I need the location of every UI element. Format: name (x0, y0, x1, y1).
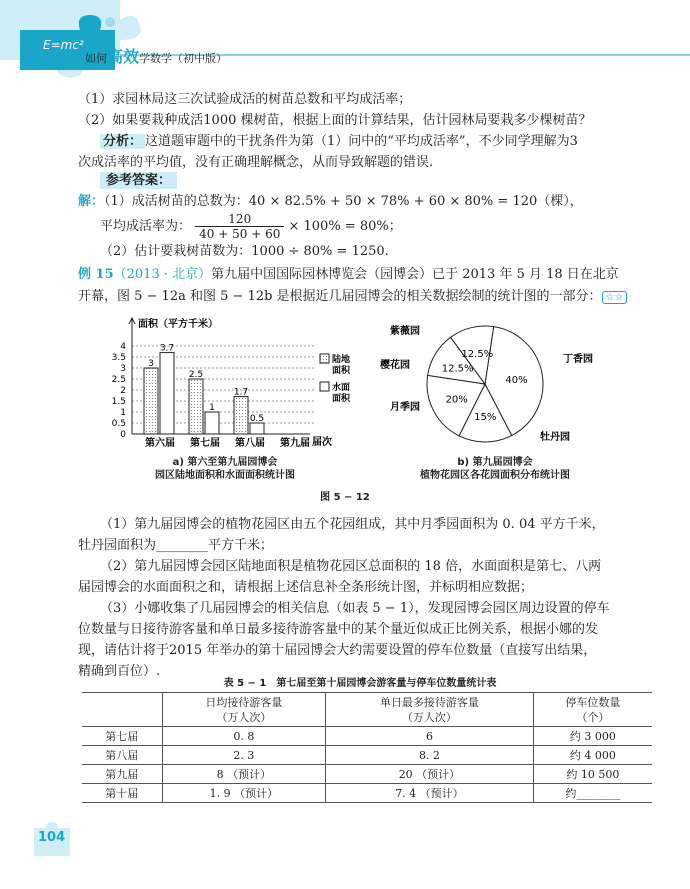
data-label: 0.5 (249, 414, 265, 424)
book-title: 如何高效学数学（初中版） (85, 47, 228, 66)
bar-land (144, 368, 158, 434)
bar-water (250, 423, 264, 434)
data-label: 1 (209, 403, 215, 413)
question-1a: （1）第九届园博会的植物花园区由五个花园组成，其中月季园面积为 0. 04 平方千米， (100, 517, 605, 532)
bar-chart (100, 316, 350, 456)
pie-label: 樱花园 (380, 360, 410, 371)
pie-percent: 15% (474, 411, 497, 423)
pie-percent: 12.5% (441, 363, 474, 375)
x-tick-label: 第六届 (145, 438, 175, 449)
x-tick-label: 第七届 (190, 438, 220, 449)
bar-water (160, 353, 174, 434)
y-tick-label: 0.5 (111, 419, 126, 429)
example-line-2: 开幕，图 5 − 12a 和图 5 − 12b 是根据近几届园博会的相关数据绘制的统计图的一部分： ☆☆ (78, 288, 627, 307)
question-2a: （2）第九届园博会园区陆地面积是植物花园区总面积的 18 倍，水面面积是第七、八两 (100, 559, 602, 574)
question-3b: 位数量与日接待游客量和单日最多接待游客量中的某个量近似成正比例关系，根据小娜的发 (78, 622, 599, 637)
header-logo: E=mc² (43, 38, 84, 52)
analysis-line-2: 次成活率的平均值，没有正确理解概念，从而导致解题的错误. (78, 155, 434, 170)
legend-swatch (320, 382, 329, 391)
y-tick-label: 1 (120, 408, 126, 418)
solution-line-3: （2）估计要栽树苗数为：1000 ÷ 80% = 1250. (100, 244, 389, 259)
legend-label: 面积 (332, 394, 351, 404)
data-label: 1.7 (233, 387, 249, 398)
pie-chart (380, 322, 593, 452)
figure-label: 图 5 − 12 (320, 492, 370, 503)
question-1b: 牡丹园面积为________平方千米； (78, 538, 274, 553)
header-cell: 停车位数量 （个） (533, 693, 652, 727)
legend-label: 面积 (332, 366, 351, 376)
prev-question-2: （2）如果要栽种成活1000 棵树苗，根据上面的计算结果，估计园林局要栽多少棵树苗？ (78, 113, 592, 128)
pie-label: 紫薇园 (390, 326, 420, 337)
data-label: 3 (148, 359, 154, 369)
header-cell: 单日最多接待游客量 （万人次） (326, 693, 534, 727)
table-header-row (82, 693, 652, 727)
analysis-label: 分析： (100, 134, 145, 149)
pie-label: 牡丹园 (540, 432, 570, 443)
pie-label: 丁香园 (563, 354, 593, 365)
legend-label: 陆地 (332, 355, 351, 365)
pie-label: 月季园 (390, 402, 420, 413)
question-3c: 现，请估计将于2015 年举办的第十届园博会大约需要设置的停车位数量（直接写出结果， (78, 643, 597, 658)
question-3a: （3）小娜收集了几届园博会的相关信息（如表 5 − 1），发现园博会园区周边设置的停车 (100, 601, 610, 616)
table-row: 第七届 0. 8 6 约 3 000 (82, 727, 652, 746)
legend-label: 水面 (332, 383, 351, 393)
x-tick-label: 第九届 (280, 438, 310, 449)
prev-question-1: （1）求园林局这三次试验成活的树苗总数和平均成活率； (78, 92, 412, 107)
bar-water (205, 412, 219, 434)
pie-percent: 40% (505, 374, 528, 386)
bar-land (234, 397, 248, 434)
solution-line-1: 解：（1）成活树苗的总数为：40 × 82.5% + 50 × 78% + 60 × 80% = 120（棵）， (78, 194, 583, 209)
bar-chart-caption: a) 第六至第九届园博会 园区陆地面积和水面面积统计图 (155, 457, 295, 481)
example-label: 例 15 (78, 267, 114, 282)
question-3d: 精确到百位）. (78, 664, 161, 679)
fraction: $\frac{120}{40 + 50 + 60}$ (195, 212, 284, 241)
y-tick-label: 1.5 (111, 397, 126, 407)
y-axis-label: 面积（平方千米） (138, 319, 218, 330)
header-cell (82, 693, 162, 727)
answer-label: 参考答案： (100, 172, 177, 190)
example-line-1: 例 15（2013 · 北京）第九届中国国际园林博览会（园博会）已于 2013 年 5 月 18 日在北京 (78, 267, 619, 282)
solution-line-2: 平均成活率为： $\frac{120}{40 + 50 + 60}$ × 100% = 80%； (100, 212, 402, 241)
difficulty-stars: ☆☆ (602, 291, 628, 304)
stats-table (82, 692, 652, 803)
analysis-line-1: 分析： 这道题审题中的干扰条件为第（1）问中的“平均成活率”，不少同学理解为3 (100, 133, 578, 151)
x-axis-label: 届次 (312, 437, 332, 448)
question-2b: 届园博会的水面面积之和，请根据上述信息补全条形统计图，并标明相应数据； (78, 580, 534, 595)
pie-percent: 20% (445, 394, 468, 406)
pie-chart-caption: b) 第九届园博会 植物花园区各花园面积分布统计图 (420, 457, 570, 481)
x-tick-label: 第八届 (235, 438, 265, 449)
y-tick-label: 2.5 (111, 375, 126, 385)
header-cell: 日均接待游客量 （万人次） (162, 693, 326, 727)
y-tick-label: 3 (120, 364, 126, 374)
table-row: 第十届 1. 9 （预计） 7. 4 （预计） 约________ (82, 784, 652, 803)
y-tick-label: 4 (120, 342, 126, 352)
legend-swatch (320, 354, 329, 363)
data-label: 2.5 (188, 370, 204, 380)
data-label: 3.7 (159, 343, 175, 354)
bar-land (189, 379, 203, 434)
page-number: 104 (38, 830, 66, 845)
table-row: 第八届 2. 3 8. 2 约 4 000 (82, 746, 652, 765)
y-tick-label: 3.5 (111, 353, 126, 363)
y-tick-label: 0 (120, 430, 126, 440)
table-title: 表 5 − 1 第七届至第十届园博会游客量与停车位数量统计表 (223, 678, 497, 689)
y-tick-label: 2 (120, 386, 126, 396)
pie-percent: 12.5% (461, 349, 494, 361)
table-row: 第九届 8 （预计） 20 （预计） 约 10 500 (82, 765, 652, 784)
